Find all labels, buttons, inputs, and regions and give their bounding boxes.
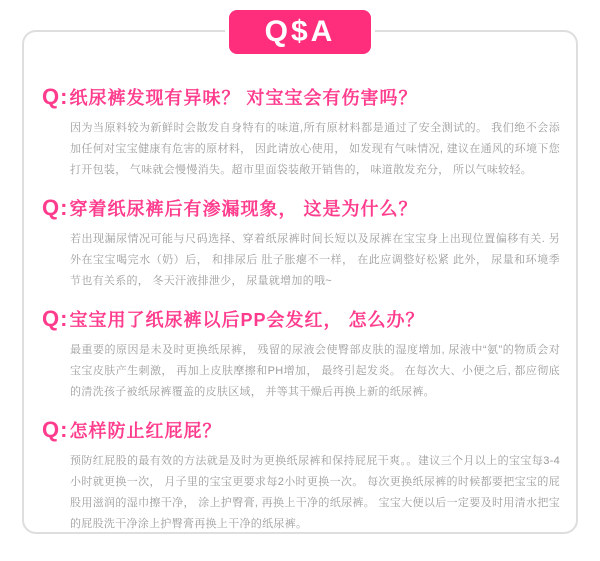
qa-item-2: [42, 195, 560, 292]
qa-item-3: [42, 306, 560, 403]
qa-item-1: [42, 84, 560, 181]
q-prefix: Q:: [42, 195, 69, 220]
qa-question-text: 宝宝用了纸尿裤以后PP会发红， 怎么办？: [69, 310, 425, 330]
q-prefix: Q:: [42, 306, 69, 331]
qa-panel: [22, 15, 578, 534]
qa-question-text: 穿着纸尿裤后有渗漏现象， 这是为什么？: [69, 199, 418, 219]
qa-question-text: 纸尿裤发现有异味？ 对宝宝会有伤害吗？: [69, 88, 418, 108]
qa-question-3: [42, 306, 560, 333]
qa-question-2: [42, 195, 560, 222]
q-prefix: Q:: [42, 417, 69, 442]
qa-answer-1: 因为当原料较为新鲜时会散发自身特有的味道,所有原材料都是通过了安全测试的。 我们绝不会添加任何对宝宝健康有危害的原材料， 因此请放心使用， 如发现有气味情况, 建议在通风的环境下您打开包装， 气味就会慢慢消失。超市里面袋装敞开销售的， 味道散发充分， 所以气味较轻。: [70, 122, 560, 176]
qa-item-4: [42, 417, 560, 535]
qa-question-4: [42, 417, 560, 444]
qa-header-badge: Q$A: [225, 6, 375, 58]
qa-answer-4: 预防红屁股的最有效的方法就是及时为更换纸尿裤和保持屁屁干爽。。建议三个月以上的宝宝每3-4小时就更换一次， 月子里的宝宝更要求每2小时更换一次。 每次更换纸尿裤的时候都要把宝宝的屁股用滋润的湿巾擦干净， 涂上护臀膏, 再换上干净的纸尿裤。 宝宝大便以后一定要及时用清水把宝的屁股洗干净涂上护臀膏再换上干净的纸尿裤。: [70, 455, 560, 530]
qa-question-1: [42, 84, 560, 111]
qa-answer-3: 最重要的原因是未及时更换纸尿裤， 残留的尿液会使臀部皮肤的湿度增加, 尿液中“氨”的物质会对宝宝皮肤产生刺激， 再加上皮肤摩擦和PH增加， 最终引起发炎。 在每次大、小便之后, 都应彻底的清洗孩子被纸尿裤覆盖的皮肤区域， 并等其干燥后再换上新的纸尿裤。: [70, 344, 560, 398]
q-prefix: Q:: [42, 84, 69, 109]
qa-answer-2: 若出现漏尿情况可能与尺码选择、穿着纸尿裤时间长短以及尿裤在宝宝身上出现位置偏移有关. 另外在宝宝喝完水（奶）后， 和排尿后 肚子胀瘪不一样， 在此应调整好松紧 此外， 尿量和环境季节也有关系的， 冬天汗液排泄少， 尿量就增加的哦~: [70, 233, 560, 287]
qa-question-text: 怎样防止红屁屁？: [69, 421, 222, 441]
